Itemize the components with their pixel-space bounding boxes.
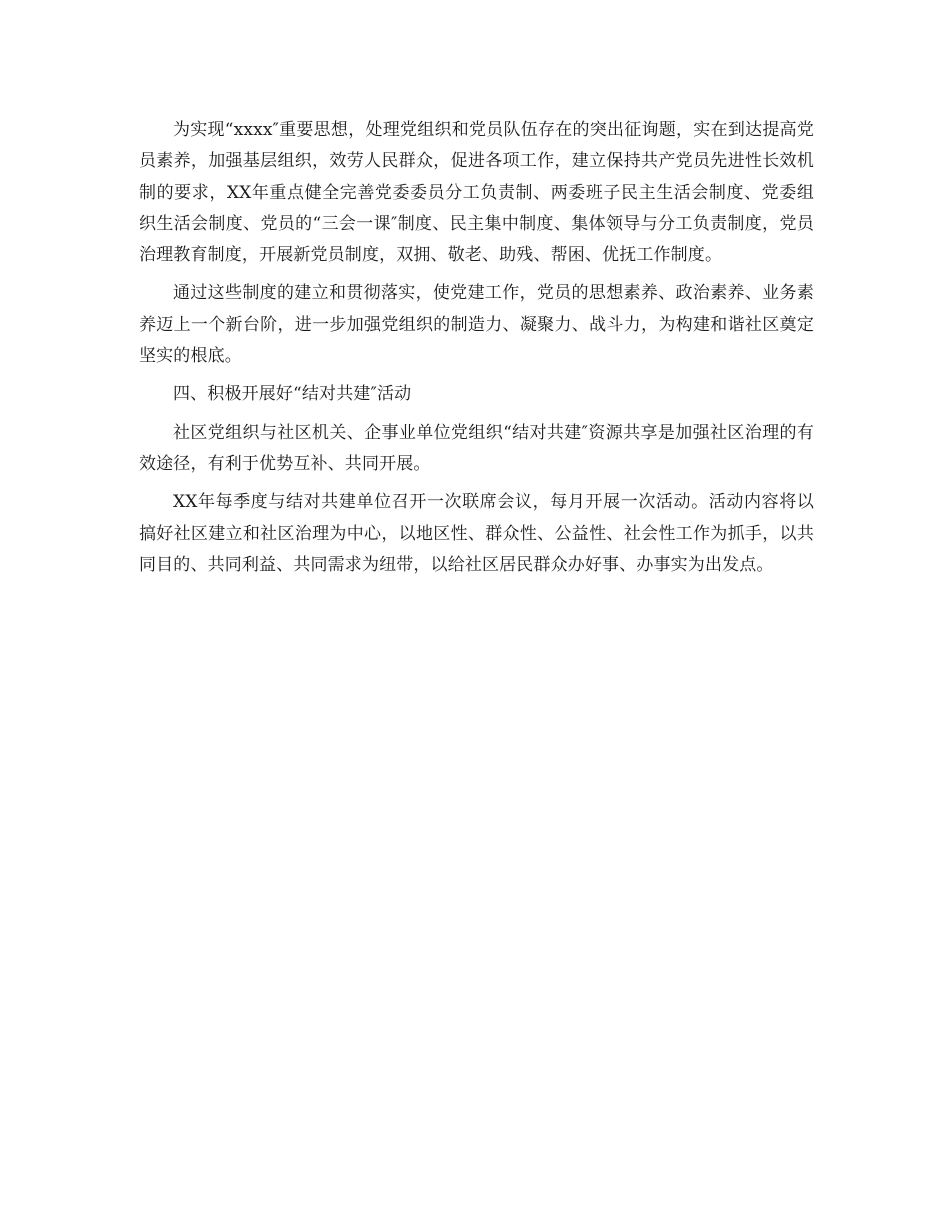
document-body <box>139 115 814 588</box>
paragraph-party-building-systems: 为实现“xxxx″重要思想，处理党组织和党员队伍存在的突出征询题，实在到达提高党员素养，加强基层组织，效劳人民群众，促进各项工作，建立保持共产党员先进性长效机制的要求，XX年重点健全完善党委委员分工负责制、两委班子民主生活会制度、党委组织生活会制度、党员的“三会一课″制度、民主集中制度、集体领导与分工负责制度，党员治理教育制度，开展新党员制度，双拥、敬老、助残、帮困、优抚工作制度。 <box>139 120 814 266</box>
paragraph-pairing-resources: 社区党组织与社区机关、企事业单位党组织“结对共建″资源共享是加强社区治理的有效途径，有利于优势互补、共同开展。 <box>139 422 814 474</box>
section-heading-pairing: 四、积极开展好“结对共建″活动 <box>173 384 412 405</box>
paragraph-system-implementation: 通过这些制度的建立和贯彻落实，使党建工作，党员的思想素养、政治素养、业务素养迈上一个新台阶，进一步加强党组织的制造力、凝聚力、战斗力，为构建和谐社区奠定坚实的根底。 <box>139 283 814 367</box>
paragraph-joint-meetings: XX年每季度与结对共建单位召开一次联席会议，每月开展一次活动。活动内容将以搞好社区建立和社区治理为中心，以地区性、群众性、公益性、社会性工作为抓手，以共同目的、共同利益、共同需求为纽带，以给社区居民群众办好事、办事实为出发点。 <box>139 492 814 575</box>
